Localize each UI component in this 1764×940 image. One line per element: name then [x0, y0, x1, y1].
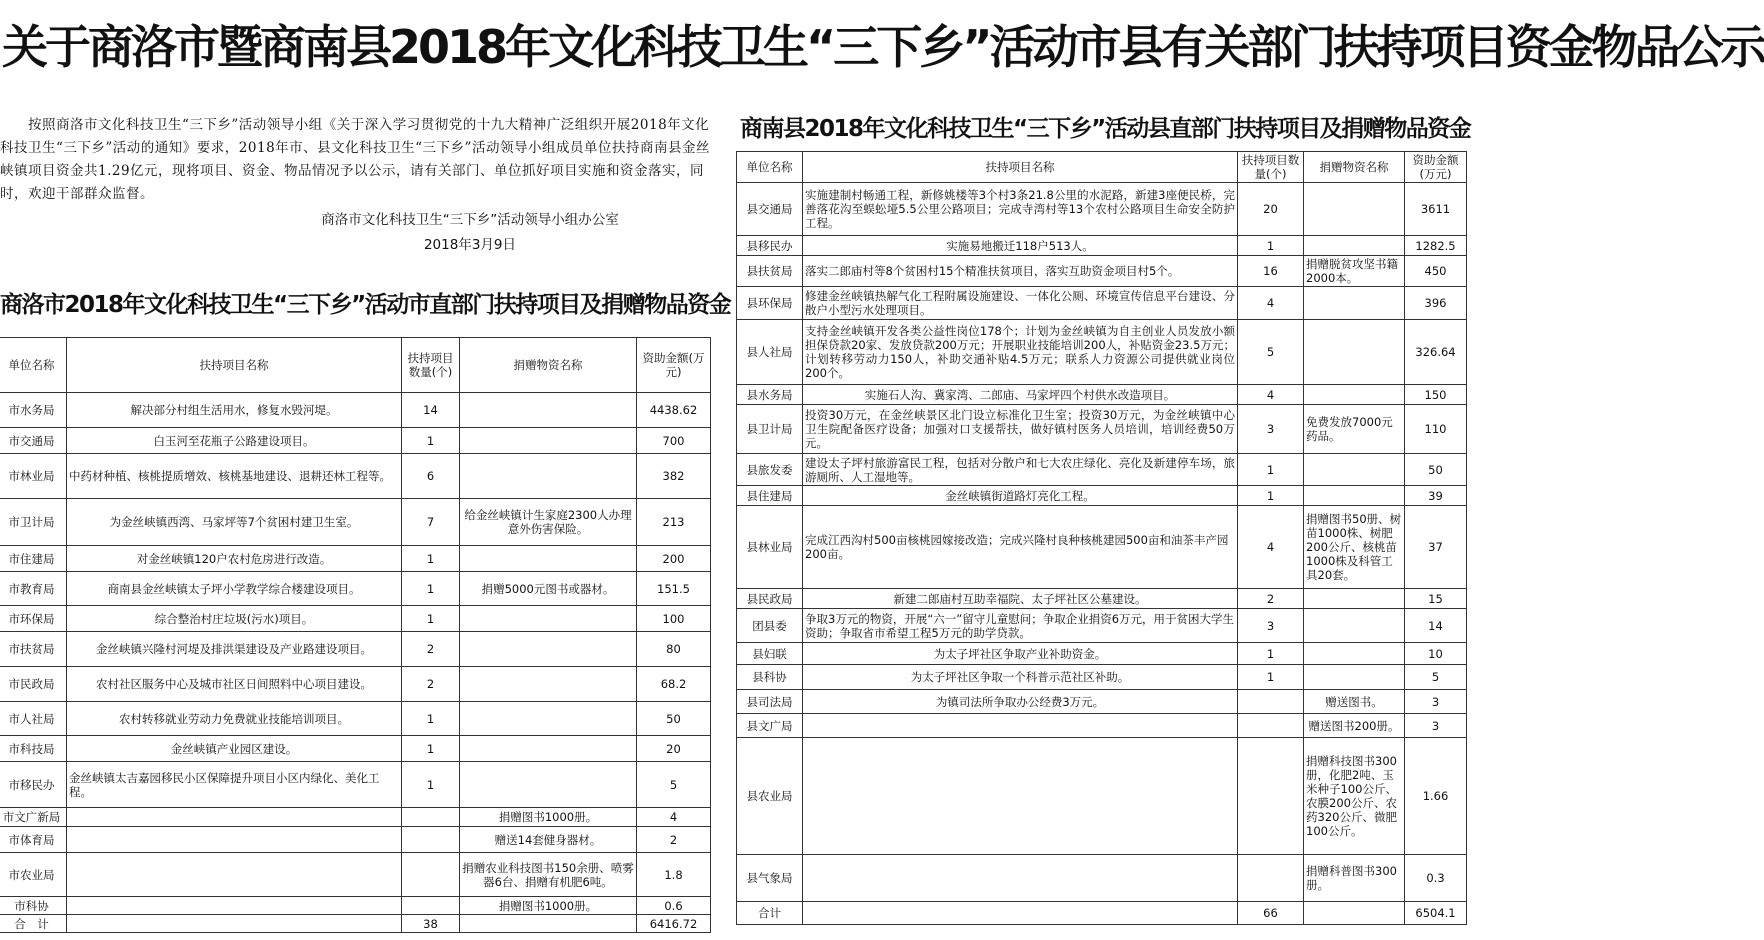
city-cell: 市文广新局 [0, 808, 67, 827]
city-table-row [0, 546, 711, 572]
county-cell: 2 [1238, 589, 1304, 609]
county-cell [1304, 385, 1405, 405]
county-cell: 县人社局 [737, 320, 803, 385]
county-cell: 110 [1405, 405, 1467, 454]
county-header-cell: 单位名称 [737, 152, 803, 183]
city-cell: 市交通局 [0, 428, 67, 454]
county-cell: 县民政局 [737, 589, 803, 609]
city-cell: 捐赠图书1000册。 [460, 808, 637, 827]
city-header-cell: 扶持项目名称 [67, 338, 402, 393]
county-cell: 团县委 [737, 609, 803, 643]
city-cell [67, 897, 402, 915]
city-cell: 捐赠5000元图书或器材。 [460, 572, 637, 606]
county-cell: 5 [1405, 665, 1467, 690]
city-cell: 80 [637, 632, 711, 667]
county-table [736, 151, 1467, 925]
county-cell: 16 [1238, 256, 1304, 287]
county-cell: 为镇司法所争取办公经费3万元。 [803, 690, 1238, 714]
county-table-row [737, 320, 1467, 385]
signature-block [240, 208, 700, 258]
county-cell: 支持金丝峡镇开发各类公益性岗位178个；计划为金丝峡镇为自主创业人员发放小额担保贷款20家、发放贷款200万元；开展职业技能培训200人，补贴资金23.5万元；计划转移劳动力150人，补助交通补贴4.5万元；联系人力资源公司提供就业岗位200个。 [803, 320, 1238, 385]
county-table-row [737, 589, 1467, 609]
city-cell: 213 [637, 499, 711, 546]
city-table-row [0, 762, 711, 808]
city-cell [460, 546, 637, 572]
city-table-row [0, 499, 711, 546]
county-cell: 捐赠科普图书300册。 [1304, 855, 1405, 902]
county-cell: 1 [1238, 454, 1304, 486]
county-cell: 修建金丝峡镇热解气化工程附属设施建设、一体化公厕、环境宣传信息平台建设、分散户小型污水处理项目。 [803, 287, 1238, 320]
county-cell: 3 [1405, 714, 1467, 738]
county-table-row [737, 738, 1467, 855]
city-cell: 商南县金丝峡镇太子坪小学教学综合楼建设项目。 [67, 572, 402, 606]
county-table-row [737, 454, 1467, 486]
city-cell [460, 762, 637, 808]
city-cell: 市科技局 [0, 736, 67, 762]
county-cell: 3 [1238, 609, 1304, 643]
county-cell: 15 [1405, 589, 1467, 609]
county-cell: 150 [1405, 385, 1467, 405]
county-cell: 5 [1238, 320, 1304, 385]
city-cell [67, 808, 402, 827]
city-table-row [0, 667, 711, 702]
city-cell [402, 897, 460, 915]
city-table-body [0, 393, 711, 933]
city-table [0, 337, 711, 933]
county-cell: 6504.1 [1405, 902, 1467, 925]
city-cell: 14 [402, 393, 460, 428]
county-table-row [737, 183, 1467, 236]
county-cell: 326.64 [1405, 320, 1467, 385]
county-table-row [737, 405, 1467, 454]
county-cell: 县卫计局 [737, 405, 803, 454]
city-cell: 对金丝峡镇120户农村危房进行改造。 [67, 546, 402, 572]
county-cell: 1 [1238, 665, 1304, 690]
city-cell [402, 808, 460, 827]
county-cell: 争取3万元的物资，开展“六一”留守儿童慰问；争取企业捐资6万元，用于贫困大学生资助；争取省市希望工程5万元的助学贷款。 [803, 609, 1238, 643]
county-cell: 50 [1405, 454, 1467, 486]
city-cell: 市人社局 [0, 702, 67, 736]
city-cell: 市住建局 [0, 546, 67, 572]
city-cell: 市体育局 [0, 827, 67, 853]
county-cell: 县科协 [737, 665, 803, 690]
city-cell: 市农业局 [0, 853, 67, 897]
city-cell: 2 [402, 667, 460, 702]
city-cell: 100 [637, 606, 711, 632]
county-cell: 为太子坪社区争取一个科普示范社区补助。 [803, 665, 1238, 690]
city-cell: 市扶贫局 [0, 632, 67, 667]
city-cell: 市教育局 [0, 572, 67, 606]
county-table-row [737, 486, 1467, 506]
county-header-cell: 捐赠物资名称 [1304, 152, 1405, 183]
city-table-row [0, 915, 711, 933]
city-cell: 1 [402, 606, 460, 632]
city-cell: 市移民办 [0, 762, 67, 808]
county-table-row [737, 902, 1467, 925]
intro-paragraph: 按照商洛市文化科技卫生“三下乡”活动领导小组《关于深入学习贯彻党的十九大精神广泛组织开展2018年文化科技卫生“三下乡”活动的通知》要求，2018年市、县文化科技卫生“三下乡”活动领导小组成员单位扶持商南县金丝峡镇项目资金共1.29亿元，现将项目、资金、物品情况予以公示，请有关部门、单位抓好项目实施和资金落实，同时，欢迎干部群众监督。 [0, 117, 710, 202]
city-cell [460, 428, 637, 454]
county-cell: 县气象局 [737, 855, 803, 902]
intro-block [0, 114, 712, 206]
city-cell: 4438.62 [637, 393, 711, 428]
date: 2018年3月9日 [423, 237, 517, 253]
city-cell [460, 736, 637, 762]
county-table-row [737, 236, 1467, 256]
county-cell: 1.66 [1405, 738, 1467, 855]
county-cell: 37 [1405, 506, 1467, 589]
city-cell: 为金丝峡镇西湾、马家坪等7个贫困村建卫生室。 [67, 499, 402, 546]
city-cell: 151.5 [637, 572, 711, 606]
city-cell: 市环保局 [0, 606, 67, 632]
county-cell: 1 [1238, 236, 1304, 256]
city-cell: 农村社区服务中心及城市社区日间照料中心项目建设。 [67, 667, 402, 702]
city-cell: 7 [402, 499, 460, 546]
county-cell: 39 [1405, 486, 1467, 506]
city-table-row [0, 393, 711, 428]
county-table-row [737, 690, 1467, 714]
county-cell [1238, 738, 1304, 855]
county-cell: 县司法局 [737, 690, 803, 714]
city-cell: 1 [402, 428, 460, 454]
city-cell: 1 [402, 736, 460, 762]
city-cell: 5 [637, 762, 711, 808]
city-header-cell: 资助金额(万元) [637, 338, 711, 393]
city-cell: 中药材种植、核桃提质增效、核桃基地建设、退耕还林工程等。 [67, 454, 402, 499]
county-table-row [737, 665, 1467, 690]
county-cell: 实施建制村畅通工程，新修姚楼等3个村3条21.8公里的水泥路，新建3座便民桥，完善落花沟至蜈蚣垭5.5公里公路项目；完成寺湾村等13个农村公路项目生命安全防护工程。 [803, 183, 1238, 236]
county-cell [803, 855, 1238, 902]
county-cell: 落实二郎庙村等8个贫困村15个精准扶贫项目，落实互助资金项目村5个。 [803, 256, 1238, 287]
county-cell: 3611 [1405, 183, 1467, 236]
county-cell: 县农业局 [737, 738, 803, 855]
city-cell: 1 [402, 572, 460, 606]
city-cell: 白玉河至花瓶子公路建设项目。 [67, 428, 402, 454]
city-cell: 6416.72 [637, 915, 711, 933]
county-cell [1238, 855, 1304, 902]
county-header-cell: 资助金额(万元) [1405, 152, 1467, 183]
city-cell: 2 [402, 632, 460, 667]
city-cell [460, 632, 637, 667]
county-cell [1304, 665, 1405, 690]
city-cell: 1 [402, 702, 460, 736]
city-table-row [0, 428, 711, 454]
county-cell: 捐赠脱贫攻坚书籍2000本。 [1304, 256, 1405, 287]
county-cell: 450 [1405, 256, 1467, 287]
city-table-row [0, 572, 711, 606]
city-cell: 20 [637, 736, 711, 762]
city-cell: 捐赠图书1000册。 [460, 897, 637, 915]
county-cell: 3 [1238, 405, 1304, 454]
city-cell [460, 393, 637, 428]
city-cell [67, 915, 402, 933]
city-cell: 金丝峡镇太吉嘉园移民小区保障提升项目小区内绿化、美化工程。 [67, 762, 402, 808]
city-cell: 农村转移就业劳动力免费就业技能培训项目。 [67, 702, 402, 736]
city-cell: 解决部分村组生活用水，修复水毁河堤。 [67, 393, 402, 428]
city-cell: 金丝峡镇产业园区建设。 [67, 736, 402, 762]
city-cell: 700 [637, 428, 711, 454]
city-cell: 市民政局 [0, 667, 67, 702]
city-cell: 6 [402, 454, 460, 499]
county-cell: 捐赠科技图书300册，化肥2吨、玉米种子100公斤、农膜200公斤、农药320公斤、微肥100公斤。 [1304, 738, 1405, 855]
city-cell: 合 计 [0, 915, 67, 933]
city-cell [460, 606, 637, 632]
city-cell: 赠送14套健身器材。 [460, 827, 637, 853]
city-cell: 市水务局 [0, 393, 67, 428]
signer: 商洛市文化科技卫生“三下乡”活动领导小组办公室 [321, 212, 619, 228]
county-cell [1304, 287, 1405, 320]
county-cell: 396 [1405, 287, 1467, 320]
city-cell: 市林业局 [0, 454, 67, 499]
county-cell: 合计 [737, 902, 803, 925]
county-cell: 4 [1238, 385, 1304, 405]
county-cell [1304, 454, 1405, 486]
city-cell: 给金丝峡镇计生家庭2300人办理意外伤害保险。 [460, 499, 637, 546]
county-cell: 县水务局 [737, 385, 803, 405]
county-cell: 4 [1238, 506, 1304, 589]
county-cell: 为太子坪社区争取产业补助资金。 [803, 643, 1238, 665]
city-header-cell: 扶持项目数量(个) [402, 338, 460, 393]
county-cell: 实施易地搬迁118户513人。 [803, 236, 1238, 256]
city-cell: 50 [637, 702, 711, 736]
city-table-title: 商洛市2018年文化科技卫生“三下乡”活动市直部门扶持项目及捐赠物品资金 [0, 292, 731, 318]
county-cell [1304, 236, 1405, 256]
county-cell [1304, 643, 1405, 665]
city-table-row [0, 606, 711, 632]
county-cell: 县交通局 [737, 183, 803, 236]
county-cell: 66 [1238, 902, 1304, 925]
city-cell [67, 827, 402, 853]
county-cell: 县住建局 [737, 486, 803, 506]
county-cell: 1 [1238, 643, 1304, 665]
city-table-row [0, 454, 711, 499]
city-table-row [0, 897, 711, 915]
city-cell: 综合整治村庄垃圾(污水)项目。 [67, 606, 402, 632]
county-cell: 1282.5 [1405, 236, 1467, 256]
city-cell: 68.2 [637, 667, 711, 702]
county-cell: 县环保局 [737, 287, 803, 320]
county-cell [1304, 902, 1405, 925]
county-cell: 县扶贫局 [737, 256, 803, 287]
city-table-row [0, 736, 711, 762]
county-table-body [737, 183, 1467, 925]
city-header-cell: 捐赠物资名称 [460, 338, 637, 393]
county-cell: 20 [1238, 183, 1304, 236]
county-table-row [737, 714, 1467, 738]
city-cell: 2 [637, 827, 711, 853]
county-table-row [737, 256, 1467, 287]
county-table-row [737, 609, 1467, 643]
county-cell [1238, 690, 1304, 714]
county-cell: 建设太子坪村旅游富民工程，包括对分散户和七大农庄绿化、亮化及新建停车场，旅游厕所、人工湿地等。 [803, 454, 1238, 486]
county-table-title: 商南县2018年文化科技卫生“三下乡”活动县直部门扶持项目及捐赠物品资金 [740, 116, 1471, 142]
county-cell: 14 [1405, 609, 1467, 643]
county-cell: 赠送图书200册。 [1304, 714, 1405, 738]
county-table-row [737, 385, 1467, 405]
city-cell: 200 [637, 546, 711, 572]
city-table-row [0, 702, 711, 736]
city-cell [67, 853, 402, 897]
county-cell: 县旅发委 [737, 454, 803, 486]
county-table-header [737, 152, 1467, 183]
city-table-row [0, 827, 711, 853]
county-cell [1304, 486, 1405, 506]
city-table-header [0, 338, 711, 393]
city-cell [460, 667, 637, 702]
county-cell: 县文广局 [737, 714, 803, 738]
county-cell [1238, 714, 1304, 738]
county-cell: 县妇联 [737, 643, 803, 665]
city-cell: 382 [637, 454, 711, 499]
county-cell: 实施石人沟、冀家湾、二郎庙、马家坪四个村供水改造项目。 [803, 385, 1238, 405]
city-cell: 1 [402, 546, 460, 572]
county-cell: 金丝峡镇街道路灯亮化工程。 [803, 486, 1238, 506]
city-cell: 金丝峡镇兴隆村河堤及排洪渠建设及产业路建设项目。 [67, 632, 402, 667]
city-cell: 1 [402, 762, 460, 808]
county-header-cell: 扶持项目名称 [803, 152, 1238, 183]
city-cell [402, 853, 460, 897]
county-cell: 县林业局 [737, 506, 803, 589]
county-cell [803, 902, 1238, 925]
county-cell: 3 [1405, 690, 1467, 714]
city-table-row [0, 808, 711, 827]
city-header-cell: 单位名称 [0, 338, 67, 393]
county-header-cell: 扶持项目数量(个) [1238, 152, 1304, 183]
city-cell: 4 [637, 808, 711, 827]
county-cell: 新建二郎庙村互助幸福院、太子坪社区公墓建设。 [803, 589, 1238, 609]
city-cell [460, 702, 637, 736]
city-cell: 1.8 [637, 853, 711, 897]
county-cell: 4 [1238, 287, 1304, 320]
county-cell: 0.3 [1405, 855, 1467, 902]
county-cell: 1 [1238, 486, 1304, 506]
city-cell [402, 827, 460, 853]
city-table-row [0, 853, 711, 897]
page-headline: 关于商洛市暨商南县2018年文化科技卫生“三下乡”活动市县有关部门扶持项目资金物品公示 [2, 20, 1764, 74]
city-cell [460, 915, 637, 933]
county-table-row [737, 506, 1467, 589]
county-cell: 捐赠图书50册、树苗1000株、树肥200公斤、核桃苗1000株及科管工具20套。 [1304, 506, 1405, 589]
county-table-row [737, 287, 1467, 320]
county-cell: 10 [1405, 643, 1467, 665]
county-cell: 赠送图书。 [1304, 690, 1405, 714]
city-cell: 市科协 [0, 897, 67, 915]
county-cell [1304, 589, 1405, 609]
county-cell: 免费发放7000元药品。 [1304, 405, 1405, 454]
city-table-row [0, 632, 711, 667]
county-cell: 完成江西沟村500亩核桃园嫁接改造；完成兴隆村良种核桃建园500亩和油茶丰产园200亩。 [803, 506, 1238, 589]
county-table-row [737, 855, 1467, 902]
county-cell: 投资30万元，在金丝峡景区北门设立标准化卫生室；投资30万元，为金丝峡镇中心卫生院配备医疗设备；加强对口支援帮扶，做好镇村医务人员培训，培训经费50万元。 [803, 405, 1238, 454]
city-cell: 38 [402, 915, 460, 933]
city-cell: 0.6 [637, 897, 711, 915]
county-cell [803, 714, 1238, 738]
county-cell [1304, 320, 1405, 385]
county-cell [1304, 609, 1405, 643]
city-cell [460, 454, 637, 499]
county-cell: 县移民办 [737, 236, 803, 256]
county-table-row [737, 643, 1467, 665]
county-cell [1304, 183, 1405, 236]
city-cell: 市卫计局 [0, 499, 67, 546]
city-cell: 捐赠农业科技图书150余册、喷雾器6台、捐赠有机肥6吨。 [460, 853, 637, 897]
county-cell [803, 738, 1238, 855]
